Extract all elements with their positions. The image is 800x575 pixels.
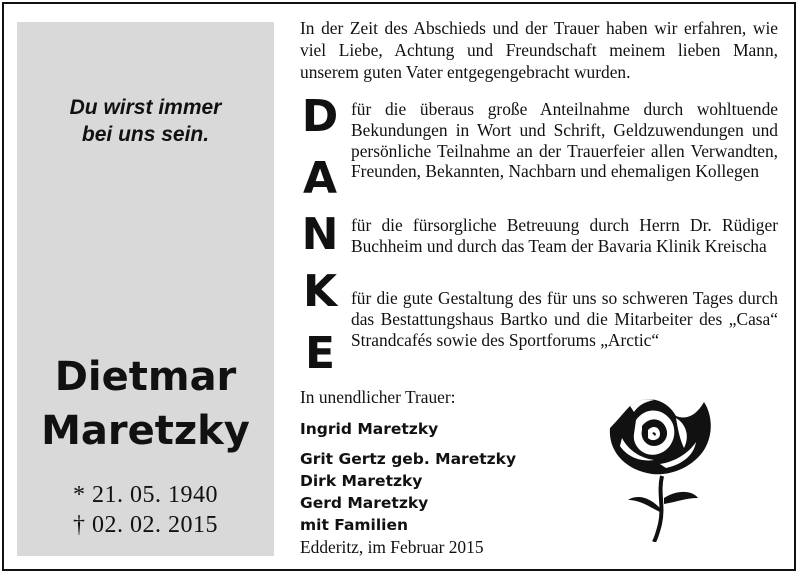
danke-letter: A: [302, 153, 338, 204]
family-member: mit Familien: [300, 516, 409, 534]
family-member: Gerd Maretzky: [300, 494, 429, 512]
danke-letter: K: [302, 266, 338, 317]
thanks-paragraph: für die überaus große Anteilnahme durch wohltuende Bekundungen in Wort und Schrift, Geldzuwendungen und persönliche Teilnahme an der Trauerfeier allen Verwandten, Freunden, Bekannten, Nachbarn und ehemaligen Kollegen: [351, 99, 778, 182]
last-name: Maretzky: [41, 408, 250, 454]
intro-text: In der Zeit des Abschieds und der Trauer haben wir erfahren, wie viel Liebe, Achtung und Freundschaft meinem lieben Mann, unserem guten Vater entgegengebracht wurden.: [300, 18, 778, 82]
danke-letter: D: [301, 91, 339, 142]
place-date: Edderitz, im Februar 2015: [300, 537, 484, 557]
family-member: Dirk Maretzky: [300, 472, 423, 490]
danke-letter: N: [301, 209, 339, 260]
life-dates: [17, 480, 274, 540]
rose-icon: [600, 388, 722, 542]
family-list: [300, 418, 516, 536]
death-date: † 02. 02. 2015: [73, 512, 218, 538]
motto-line: bei uns sein.: [81, 123, 210, 146]
mourning-line: In unendlicher Trauer:: [300, 387, 456, 407]
motto: [17, 94, 274, 148]
family-member: Ingrid Maretzky: [300, 420, 439, 438]
motto-line: Du wirst immer: [69, 96, 222, 119]
danke-letter: E: [304, 328, 336, 379]
birth-date: * 21. 05. 1940: [73, 482, 218, 508]
thanks-paragraph: für die fürsorgliche Betreuung durch Herrn Dr. Rüdiger Buchheim und durch das Team der Bavaria Klinik Kreischa: [351, 215, 778, 256]
deceased-name: [17, 350, 274, 458]
thanks-paragraph: für die gute Gestaltung des für uns so schweren Tages durch das Bestattungshaus Bartko und die Mitarbeiter des „Casa“ Strandcafés sowie des Sportforums „Arctic“: [351, 288, 778, 350]
family-member: Grit Gertz geb. Maretzky: [300, 450, 517, 468]
first-name: Dietmar: [54, 354, 237, 400]
memorial-panel: [17, 22, 274, 556]
